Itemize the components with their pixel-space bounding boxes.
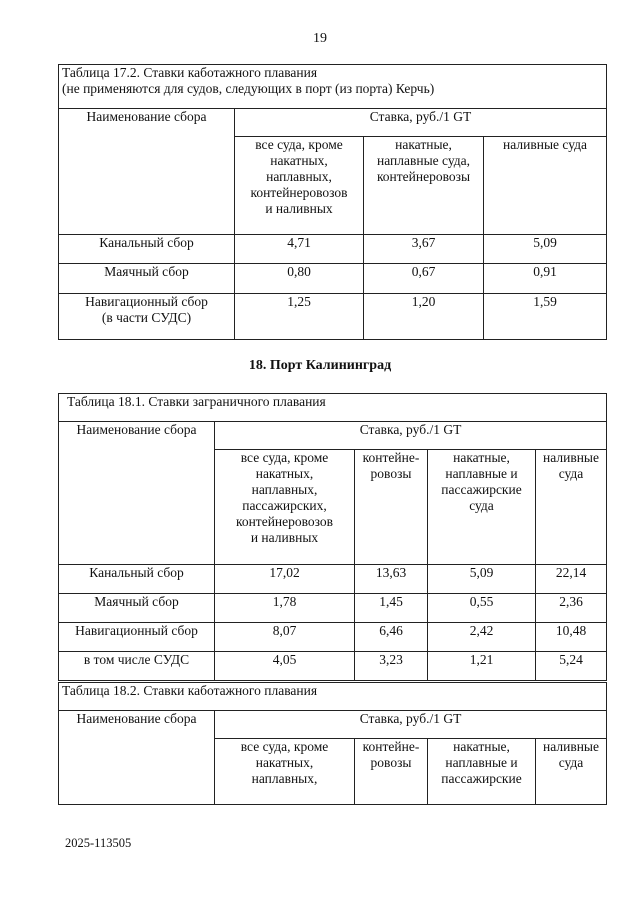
row-label: Маячный сбор: [59, 264, 235, 294]
cell-value: 5,24: [536, 652, 607, 681]
table-row: [59, 235, 607, 264]
cell-value: 1,21: [428, 652, 536, 681]
cell-value: 1,78: [215, 594, 355, 623]
column-header-rate: Ставка, руб./1 GT: [215, 422, 607, 450]
caption-line: (не применяются для судов, следующих в порт (из порта) Керчь): [62, 81, 435, 96]
cell-value: 1,25: [235, 294, 364, 340]
table-caption: [59, 65, 607, 109]
column-header-tankers: наливные суда: [536, 739, 607, 805]
column-header-all-ships: все суда, кроме накатных, наплавных,: [215, 739, 355, 805]
cell-value: 17,02: [215, 565, 355, 594]
cell-value: 3,67: [364, 235, 484, 264]
table-17-2: [58, 64, 607, 340]
table-row: [59, 264, 607, 294]
column-header-tankers: наливные суда: [484, 137, 607, 235]
row-label: Навигационный сбор (в части СУДС): [59, 294, 235, 340]
column-header-all-ships: все суда, кроме накатных, наплавных, контейнеровозов и наливных: [235, 137, 364, 235]
column-header-name: Наименование сбора: [59, 109, 235, 235]
cell-value: 1,59: [484, 294, 607, 340]
table-18-1: [58, 393, 607, 681]
cell-value: 4,71: [235, 235, 364, 264]
cell-value: 4,05: [215, 652, 355, 681]
cell-value: 10,48: [536, 623, 607, 652]
table-row: [59, 565, 607, 594]
column-header-containers: контейне- ровозы: [355, 450, 428, 565]
table-18-2: [58, 682, 607, 805]
column-header-name: Наименование сбора: [59, 422, 215, 565]
column-header-containers: контейне- ровозы: [355, 739, 428, 805]
cell-value: 0,80: [235, 264, 364, 294]
cell-value: 0,91: [484, 264, 607, 294]
row-label: Канальный сбор: [59, 235, 235, 264]
cell-value: 0,55: [428, 594, 536, 623]
cell-value: 1,20: [364, 294, 484, 340]
cell-value: 5,09: [428, 565, 536, 594]
column-header-roro-containers: накатные, наплавные суда, контейнеровозы: [364, 137, 484, 235]
cell-value: 6,46: [355, 623, 428, 652]
cell-value: 1,45: [355, 594, 428, 623]
row-label: Маячный сбор: [59, 594, 215, 623]
cell-value: 13,63: [355, 565, 428, 594]
cell-value: 3,23: [355, 652, 428, 681]
table-caption: Таблица 18.2. Ставки каботажного плавания: [59, 683, 607, 711]
table-row: [59, 623, 607, 652]
caption-line: Таблица 17.2. Ставки каботажного плавания: [62, 65, 318, 80]
cell-value: 8,07: [215, 623, 355, 652]
column-header-rate: Ставка, руб./1 GT: [235, 109, 607, 137]
table-caption: Таблица 18.1. Ставки заграничного плавания: [59, 394, 607, 422]
cell-value: 2,42: [428, 623, 536, 652]
page-number: 19: [313, 31, 327, 46]
column-header-roro-passenger: накатные, наплавные и пассажирские: [428, 739, 536, 805]
cell-value: 5,09: [484, 235, 607, 264]
row-label: в том числе СУДС: [59, 652, 215, 681]
column-header-all-ships: все суда, кроме накатных, наплавных, пассажирских, контейнеровозов и наливных: [215, 450, 355, 565]
column-header-name: Наименование сбора: [59, 711, 215, 805]
document-code: 2025-113505: [65, 836, 132, 850]
table-row: [59, 594, 607, 623]
column-header-tankers: наливные суда: [536, 450, 607, 565]
cell-value: 0,67: [364, 264, 484, 294]
row-label: Канальный сбор: [59, 565, 215, 594]
table-row: [59, 294, 607, 340]
section-heading: 18. Порт Калининград: [248, 358, 392, 373]
row-label: Навигационный сбор: [59, 623, 215, 652]
column-header-rate: Ставка, руб./1 GT: [215, 711, 607, 739]
table-row: [59, 652, 607, 681]
cell-value: 2,36: [536, 594, 607, 623]
cell-value: 22,14: [536, 565, 607, 594]
column-header-roro-passenger: накатные, наплавные и пассажирские суда: [428, 450, 536, 565]
